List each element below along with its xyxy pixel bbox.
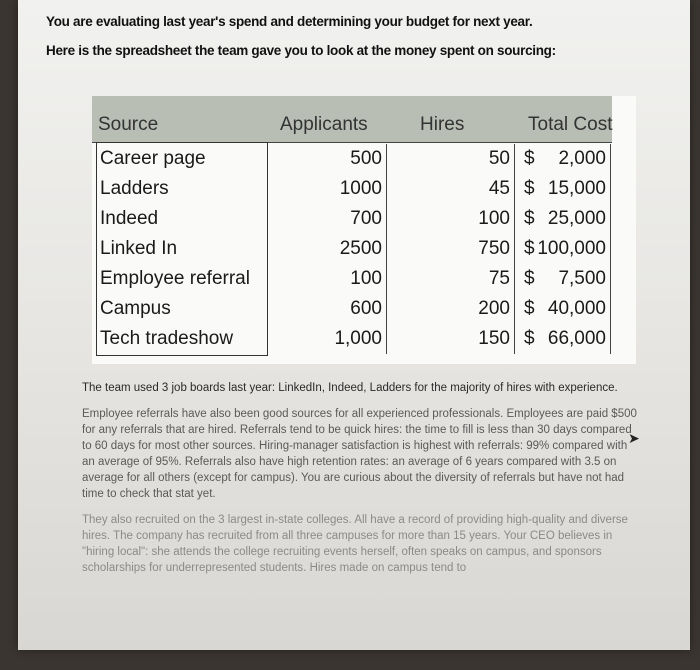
header-total-cost: Total Cost	[528, 114, 613, 135]
table-row	[92, 174, 612, 204]
table-row	[92, 324, 612, 354]
table-row	[92, 204, 612, 234]
cell-applicants: 1,000	[334, 328, 382, 349]
cell-total-cost: 15,000	[547, 178, 606, 199]
intro-line-1: You are evaluating last year's spend and determining your budget for next year.	[46, 14, 533, 29]
cell-currency: $	[524, 178, 535, 199]
cell-hires: 45	[488, 178, 510, 199]
cell-source: Indeed	[100, 208, 159, 229]
table-row	[92, 294, 612, 324]
cell-applicants: 600	[350, 298, 382, 319]
cell-source: Career page	[100, 148, 206, 169]
intro	[46, 14, 556, 72]
cell-hires: 100	[478, 208, 510, 229]
cell-currency: $	[524, 328, 535, 349]
cell-hires: 200	[478, 298, 510, 319]
table-row	[92, 234, 612, 264]
cell-total-cost: 40,000	[547, 298, 606, 319]
cell-currency: $	[524, 208, 535, 229]
cell-currency: $	[524, 268, 535, 289]
spreadsheet	[92, 96, 636, 364]
header-hires: Hires	[420, 114, 465, 135]
cell-hires: 150	[478, 328, 510, 349]
worksheet-page	[18, 0, 690, 650]
cell-source: Campus	[100, 298, 171, 319]
cell-currency: $	[524, 238, 535, 259]
note-campus-recruiting: They also recruited on the 3 largest in-state colleges. All have a record of providing high-quality and diverse hires. The company has recruited from all three campuses for more than 15 years. Your CEO believes in "hiring local": she attends the college recruiting events herself, often speaks on campus, and sponsors scholarships for underrepresented students. Hires made on campus tend to	[82, 514, 628, 574]
table-row	[92, 264, 612, 294]
cell-applicants: 700	[350, 208, 382, 229]
cell-currency: $	[524, 148, 535, 169]
cell-applicants: 100	[350, 268, 382, 289]
cell-source: Tech tradeshow	[100, 328, 234, 349]
cell-source: Ladders	[100, 178, 169, 199]
cell-total-cost: 25,000	[547, 208, 606, 229]
cell-total-cost: 7,500	[558, 268, 606, 289]
cell-source: Linked In	[100, 238, 178, 259]
cell-applicants: 2500	[339, 238, 382, 259]
cell-applicants: 500	[350, 148, 382, 169]
table-row	[92, 144, 612, 174]
header-source: Source	[98, 114, 159, 135]
cell-hires: 750	[478, 238, 510, 259]
mouse-cursor-icon: ➤	[628, 430, 640, 446]
cell-hires: 50	[488, 148, 510, 169]
cell-hires: 75	[488, 268, 510, 289]
cell-total-cost: 100,000	[537, 238, 606, 259]
header-applicants: Applicants	[280, 114, 368, 135]
cell-source: Employee referral	[100, 268, 250, 289]
cell-applicants: 1000	[339, 178, 382, 199]
cell-total-cost: 66,000	[547, 328, 606, 349]
cell-currency: $	[524, 298, 535, 319]
note-employee-referrals: Employee referrals have also been good sources for all experienced professionals. Employees are paid $500 for any referrals that are hired. Referrals tend to be quick hires: the time to fill is less than 30 days compared to 60 days for most other sources. Hiring-manager satisfaction is highest with referrals: 99% compared with an average of 95%. Referrals also have high retention rates: an average of 6 years compared with 3.5 on average for all others (except for campus). You are curious about the diversity of referrals but have not had time to check that stat yet.	[82, 408, 637, 500]
note-job-boards: The team used 3 job boards last year: LinkedIn, Indeed, Ladders for the majority of hires with experience.	[82, 382, 618, 394]
intro-line-2: Here is the spreadsheet the team gave you to look at the money spent on sourcing:	[46, 43, 556, 58]
cell-total-cost: 2,000	[558, 148, 606, 169]
notes	[82, 380, 642, 586]
